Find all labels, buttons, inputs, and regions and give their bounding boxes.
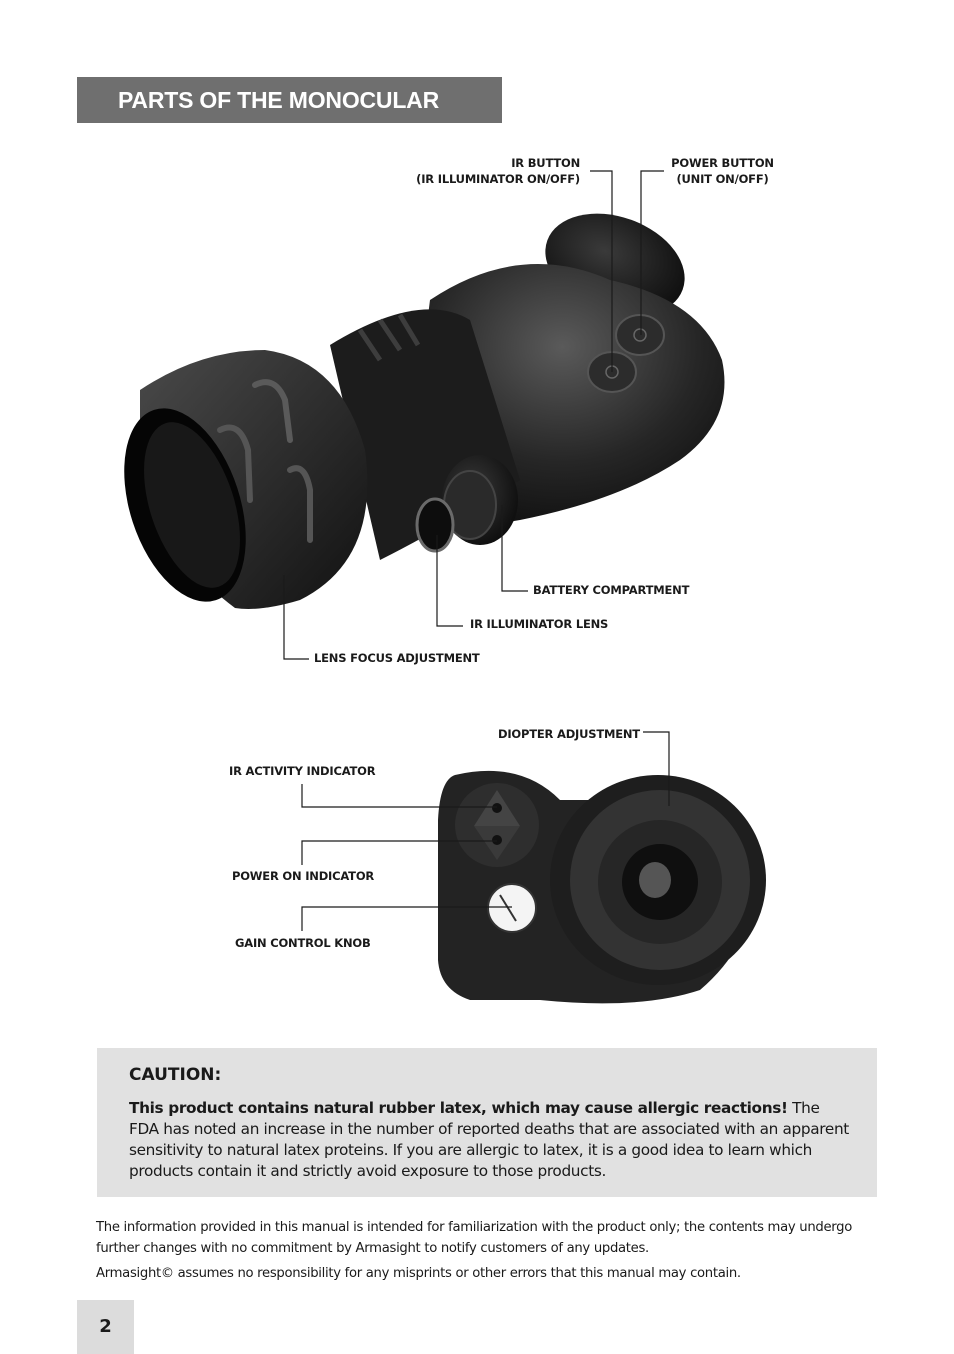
disclaimer-note-2: Armasight© assumes no responsibility for any misprints or other errors that this manual may contain. xyxy=(96,1266,741,1281)
caution-bold-text: This product contains natural rubber latex, which may cause allergic reactions! xyxy=(129,1099,788,1117)
ir-button-label-line2: (IR ILLUMINATOR ON/OFF) xyxy=(416,172,580,186)
ir-illuminator-lens-label: IR ILLUMINATOR LENS xyxy=(470,617,609,631)
ir-button-label xyxy=(400,155,580,187)
lens-focus-adjustment-label: LENS FOCUS ADJUSTMENT xyxy=(314,651,480,665)
power-button-label-line1: POWER BUTTON xyxy=(671,156,774,170)
diopter-adjustment-label: DIOPTER ADJUSTMENT xyxy=(498,727,640,741)
disclaimer-note-1: The information provided in this manual is intended for familiarization with the product only; the contents may undergo further changes with no commitment by Armasight to notify customers of any updates. xyxy=(96,1220,852,1256)
caution-body-text: The FDA has noted an increase in the number of reported deaths that are associated with an apparent sensitivity to natural latex proteins. If you are allergic to latex, it is a good idea to learn which products contain it and strictly avoid exposure to those products. xyxy=(129,1099,849,1180)
gain-control-knob-label: GAIN CONTROL KNOB xyxy=(235,936,371,950)
ir-button-label-line1: IR BUTTON xyxy=(511,156,580,170)
page-number: 2 xyxy=(77,1300,134,1354)
caution-heading: CAUTION: xyxy=(129,1065,222,1085)
battery-compartment-label: BATTERY COMPARTMENT xyxy=(533,583,690,597)
ir-activity-indicator-label: IR ACTIVITY INDICATOR xyxy=(229,764,376,778)
power-button-label-line2: (UNIT ON/OFF) xyxy=(676,172,769,186)
monocular-side-view xyxy=(102,195,725,617)
monocular-rear-view xyxy=(438,771,766,1003)
power-on-indicator-label: POWER ON INDICATOR xyxy=(232,869,375,883)
page-title: PARTS OF THE MONOCULAR xyxy=(118,87,439,113)
caution-box xyxy=(97,1048,877,1197)
power-button-label xyxy=(660,155,785,187)
caution-text xyxy=(129,1098,851,1182)
